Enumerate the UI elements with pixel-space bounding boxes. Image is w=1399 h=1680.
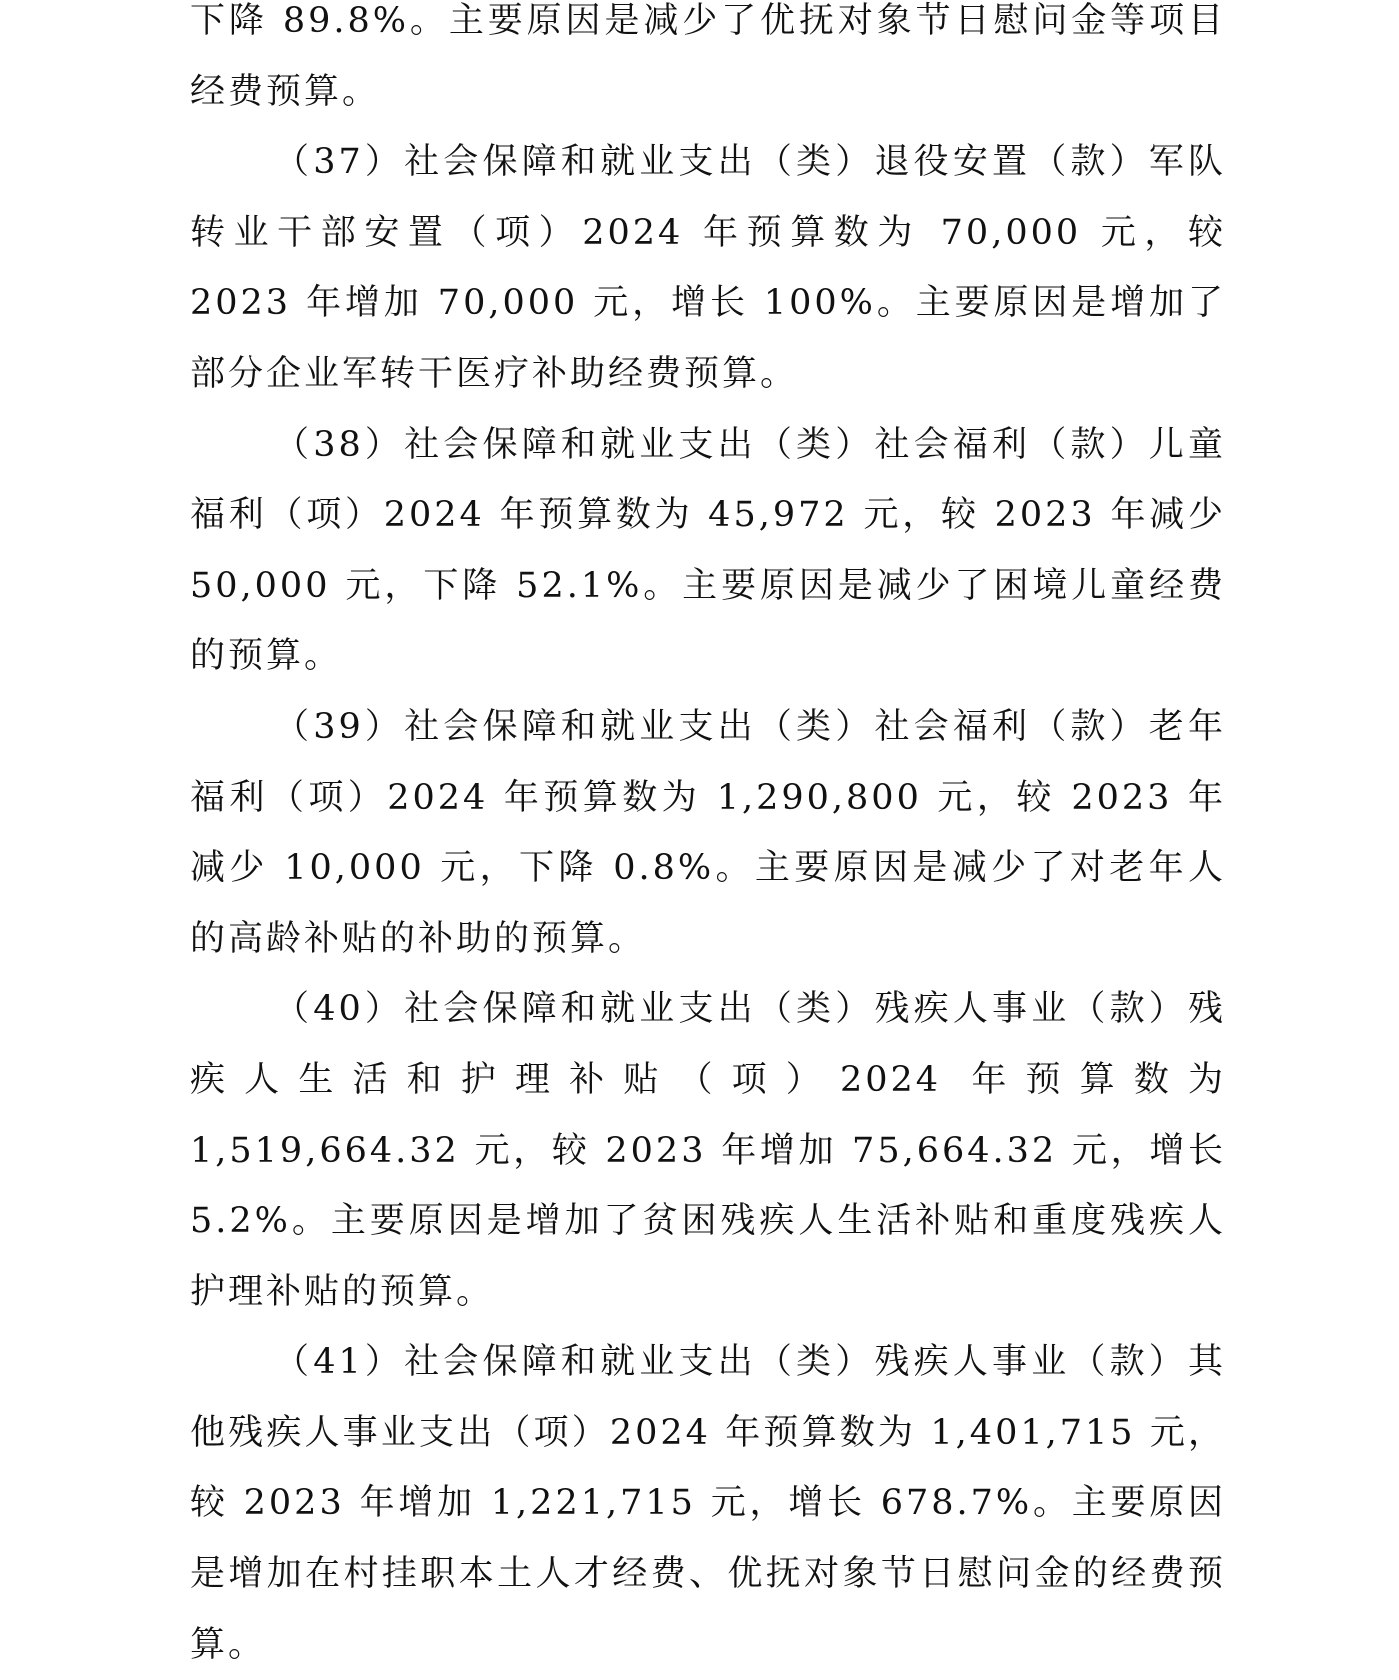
paragraph-37: （37）社会保障和就业支出（类）退役安置（款）军队转业干部安置（项）2024 年预算数为 70,000 元，较 2023 年增加 70,000 元，增长 100%。主要原因是增加了部分企业军转干医疗补助经费预算。	[190, 142, 1226, 394]
paragraph-41: （41）社会保障和就业支出（类）残疾人事业（款）其他残疾人事业支出（项）2024 年预算数为 1,401,715 元，较 2023 年增加 1,221,715 元，增长 678.7%。主要原因是增加在村挂职本土人才经费、优抚对象节日慰问金的经费预算。	[190, 1342, 1226, 1665]
paragraph-36-continuation: 下降 89.8%。主要原因是减少了优抚对象节日慰问金等项目经费预算。	[190, 1, 1226, 112]
document-page	[190, 0, 1226, 1680]
paragraph-40: （40）社会保障和就业支出（类）残疾人事业（款）残疾人生活和护理补贴（项）2024 年预算数为 1,519,664.32 元，较 2023 年增加 75,664.32 元，增长 5.2%。主要原因是增加了贫困残疾人生活补贴和重度残疾人护理补贴的预算。	[190, 989, 1226, 1312]
paragraph-39: （39）社会保障和就业支出（类）社会福利（款）老年福利（项）2024 年预算数为 1,290,800 元，较 2023 年减少 10,000 元，下降 0.8%。主要原因是减少了对老年人的高龄补贴的补助的预算。	[190, 706, 1226, 959]
paragraph-38: （38）社会保障和就业支出（类）社会福利（款）儿童福利（项）2024 年预算数为 45,972 元，较 2023 年减少 50,000 元，下降 52.1%。主要原因是减少了困境儿童经费的预算。	[190, 424, 1226, 677]
